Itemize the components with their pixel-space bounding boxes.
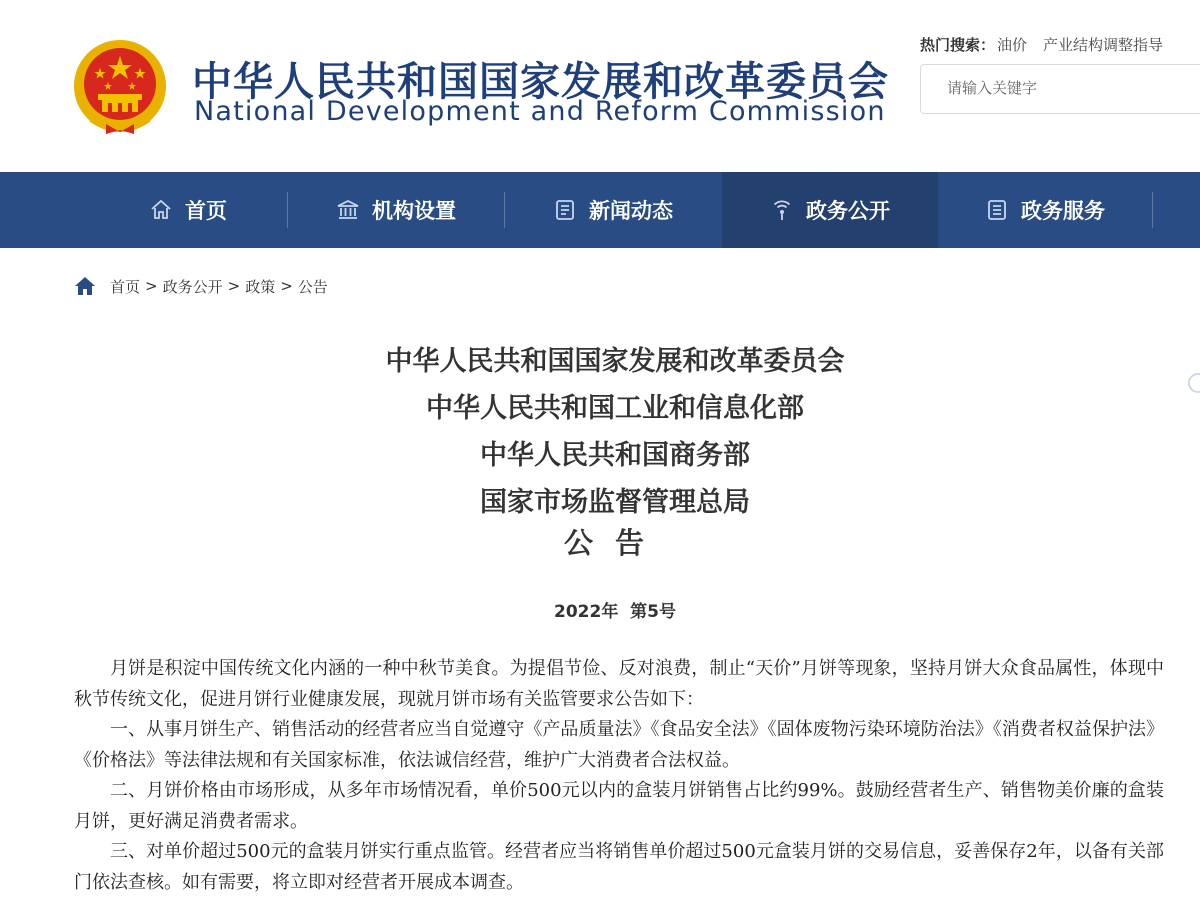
article-paragraph-intro: 月饼是积淀中国传统文化内涵的一种中秋节美食。为提倡节俭、反对浪费，制止“天价”月饼等现象，坚持月饼大众食品属性，体现中秋节传统文化，促进月饼行业健康发展，现就月饼市场有关监管要求公告如下： [74, 658, 1164, 710]
article-body [74, 654, 1164, 898]
nav-item-home[interactable] [90, 172, 286, 248]
nav-label-home: 首页 [185, 199, 227, 223]
search-input[interactable] [947, 79, 1200, 97]
nav-item-gov-affairs[interactable] [722, 172, 938, 248]
hot-search-label: 热门搜索： [920, 36, 996, 54]
institution-icon [336, 198, 360, 222]
issuer-ndrc: 中华人民共和国国家发展和改革委员会 [385, 346, 845, 377]
article-paragraph-3: 三、对单价超过500元的盒装月饼实行重点监管。经营者应当将销售单价超过500元盒装月饼的交易信息，妥善保存2年，以备有关部门依法查核。如有需要，将立即对经营者开展成本调查。 [74, 841, 1164, 893]
nav-item-gov-services[interactable] [938, 172, 1152, 248]
hot-search [920, 34, 1163, 55]
broadcast-icon [770, 198, 794, 222]
breadcrumb-separator: > [145, 277, 158, 295]
nav-label-institutions: 机构设置 [372, 199, 456, 223]
breadcrumb-policy[interactable]: 政策 [245, 277, 276, 296]
breadcrumb-home[interactable]: 首页 [110, 277, 141, 296]
nav-label-gov-services: 政务服务 [1021, 199, 1105, 223]
article-paragraph-1: 一、从事月饼生产、销售活动的经营者应当自觉遵守《产品质量法》《食品安全法》《固体废物污染环境防治法》《消费者权益保护法》《价格法》等法律法规和有关国家标准，依法诚信经营，维护广大消费者合法权益。 [74, 719, 1164, 771]
nav-item-news[interactable] [505, 172, 721, 248]
hot-search-link-industry-guide[interactable]: 产业结构调整指导 [1043, 36, 1164, 54]
national-emblem-logo[interactable] [72, 38, 168, 138]
breadcrumb-gov-affairs[interactable]: 政务公开 [162, 277, 223, 296]
breadcrumb-separator: > [280, 277, 293, 295]
search-box [920, 64, 1200, 114]
issuer-samr: 国家市场监督管理总局 [480, 487, 750, 518]
nav-divider [1152, 192, 1153, 228]
breadcrumb-announcement[interactable]: 公告 [297, 277, 328, 296]
site-header [0, 0, 1200, 172]
issuing-authorities [0, 338, 1200, 526]
breadcrumb-separator: > [227, 277, 241, 295]
nav-item-institutions[interactable] [288, 172, 504, 248]
home-icon [149, 198, 173, 222]
nav-label-gov-affairs: 政务公开 [806, 199, 890, 223]
issuer-miit: 中华人民共和国工业和信息化部 [426, 393, 804, 424]
home-icon[interactable] [74, 276, 96, 296]
site-title-chinese: 中华人民共和国国家发展和改革委员会 [192, 59, 889, 105]
main-nav [0, 172, 1200, 248]
issuer-mofcom: 中华人民共和国商务部 [480, 440, 750, 471]
document-icon [985, 198, 1009, 222]
hot-search-link-oil-price[interactable]: 油价 [997, 36, 1028, 54]
nav-label-news: 新闻动态 [589, 199, 673, 223]
site-title-english: National Development and Reform Commission [194, 96, 886, 127]
article-paragraph-2: 二、月饼价格由市场形成，从多年市场情况看，单价500元以内的盒装月饼销售占比约99%。鼓励经营者生产、销售物美价廉的盒装月饼，更好满足消费者需求。 [74, 780, 1164, 832]
news-icon [553, 198, 577, 222]
document-number: 2022年 第5号 [554, 602, 676, 622]
breadcrumb [74, 274, 328, 298]
document-type: 公告 [563, 526, 666, 560]
